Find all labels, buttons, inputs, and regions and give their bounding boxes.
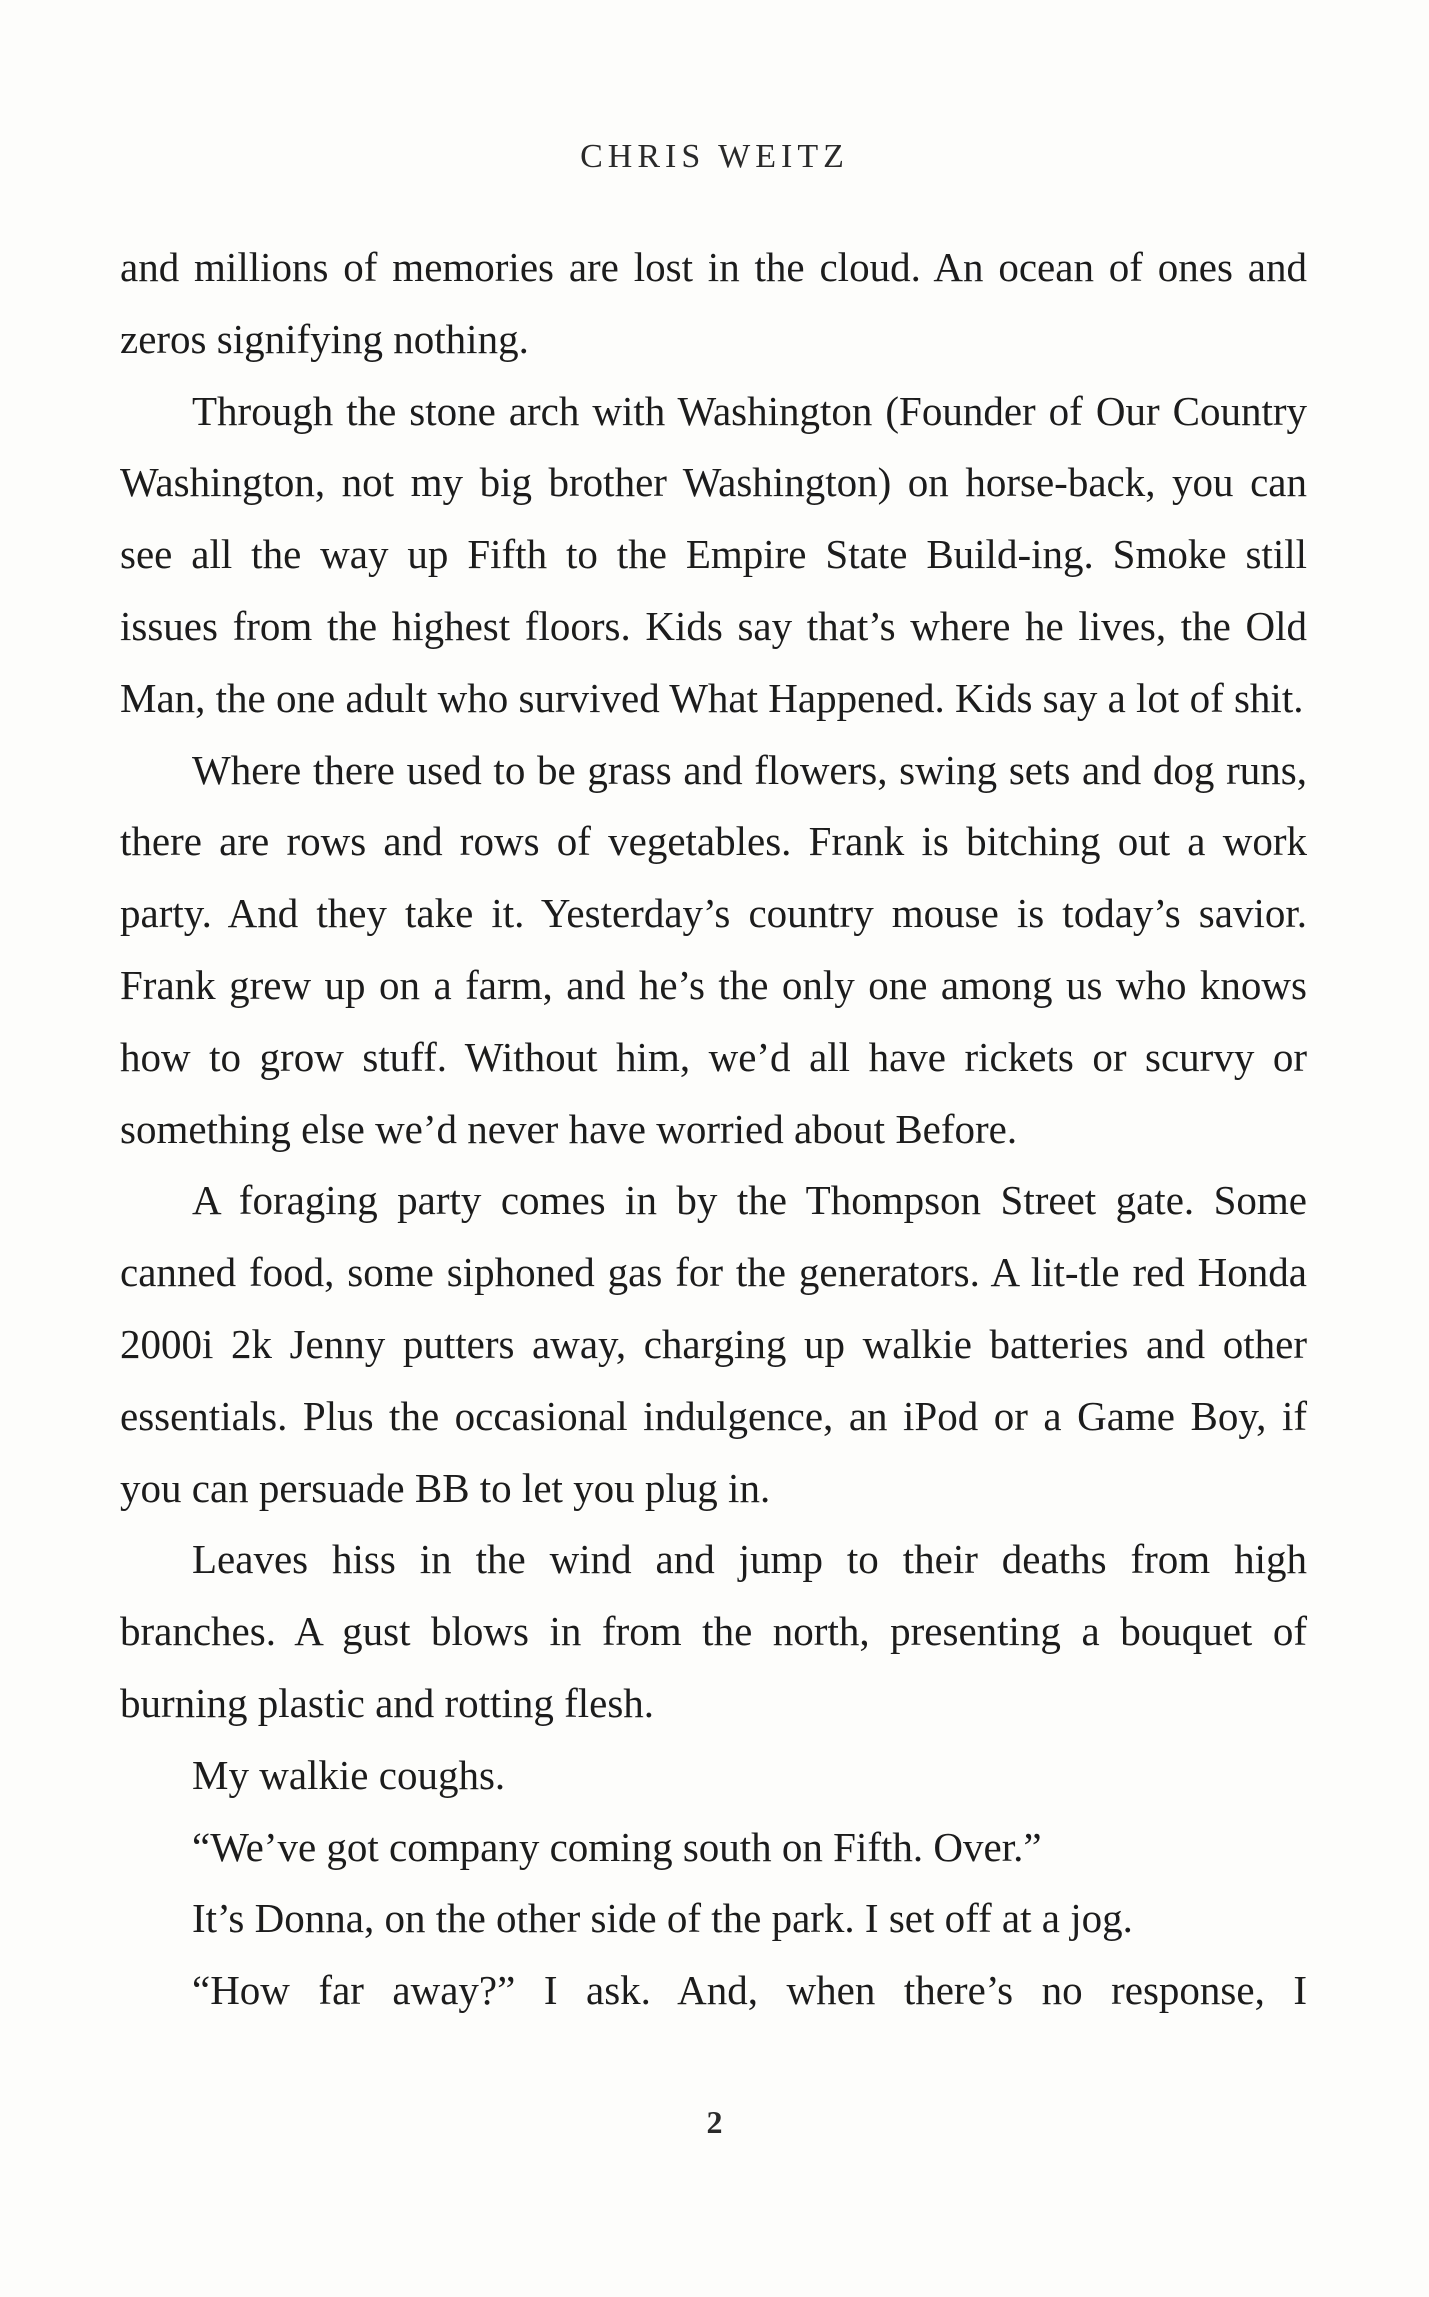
paragraph-6: My walkie coughs. (192, 1751, 506, 1798)
body-text (120, 232, 1307, 2027)
paragraph-5: Leaves hiss in the wind and jump to their deaths from high branches. A gust blows in from the north, presenting a bouquet of burning plastic and rotting flesh. (120, 1536, 1307, 1726)
paragraph-9: “How far away?” I ask. And, when there’s no response, I (192, 1967, 1307, 2014)
page-number: 2 (706, 2104, 723, 2140)
paragraph-2: Through the stone arch with Washington (Founder of Our Country Washington, not my big brother Washington) on horse-back, you can see all the way up Fifth to the Empire State Build-ing. Smoke still issues from the highest floors. Kids say that’s where he lives, the Old Man, the one adult who survived What Happened. Kids say a lot of shit. (120, 387, 1307, 721)
paragraph-3: Where there used to be grass and flowers, swing sets and dog runs, there are rows and rows of vegetables. Frank is bitching out a work party. And they take it. Yesterday’s country mouse is today’s savior. Frank grew up on a farm, and he’s the only one among us who knows how to grow stuff. Without him, we’d all have rickets or scurvy or something else we’d never have worried about Before. (120, 746, 1307, 1152)
paragraph-7: “We’ve got company coming south on Fifth. Over.” (192, 1823, 1042, 1870)
paragraph-8: It’s Donna, on the other side of the park. I set off at a jog. (192, 1895, 1133, 1942)
running-head: CHRIS WEITZ (580, 138, 849, 175)
paragraph-1: and millions of memories are lost in the cloud. An ocean of ones and zeros signifying nothing. (120, 244, 1307, 362)
paragraph-4: A foraging party comes in by the Thompson Street gate. Some canned food, some siphoned gas for the generators. A lit-tle red Honda 2000i 2k Jenny putters away, charging up walkie batteries and other essentials. Plus the occasional indulgence, an iPod or a Game Boy, if you can persuade BB to let you plug in. (120, 1177, 1307, 1511)
